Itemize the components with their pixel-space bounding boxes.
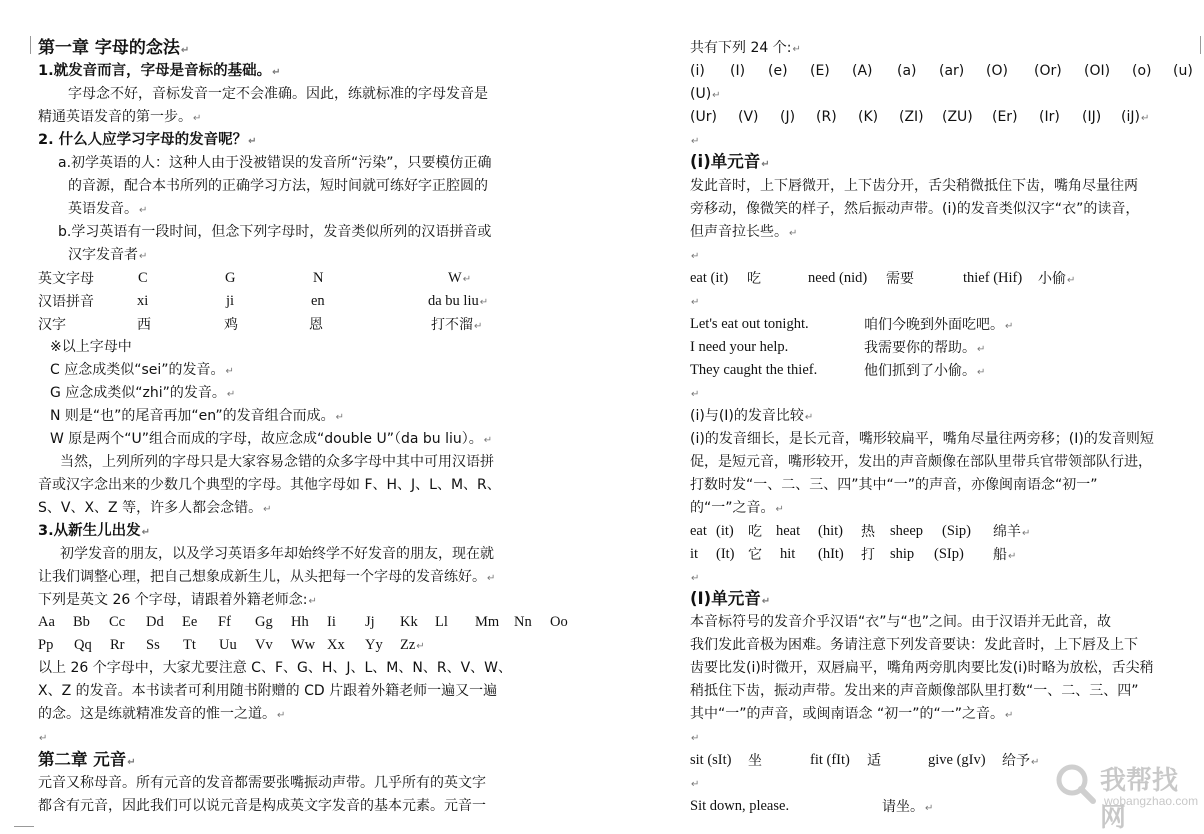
row-item: Ll [435,613,448,630]
row-item: (I) [730,63,746,79]
document-page-right: 共有下列 24 个:↵ (i) (I) (e) (E) (A) (a) (ar) (O) (Or) (OI) (o) (u) (U)↵ (Ur) (V) (J) (R) (K) (ZI) (ZU) (Er) (Ir) (IJ) (iJ)↵ ↵ (i)单元音↵ 发此音时，上下唇微开，上下齿分开，舌尖稍微抵住下齿，嘴角尽量往两 旁移动，像微笑的样子，然后振动声带。(i)的发音类似汉字“衣”的读音， 但声音拉长些。↵ ↵ eat (it) 吃 need (nid) 需要 thief (Hif) 小偷↵ ↵ Let's eat out tonight. 咱们今晚到外面吃吧。↵ I need your help. 我需要你的帮助。↵ They caught the thief. 他们抓到了小偷。↵ ↵ (i)与(I)的发音比较↵ (i)的发音细长，是长元音，嘴形较扁平，嘴角尽量往两旁移；(I)的发音则短 促，是短元音，嘴形较开，发出的声音颇像在部队里带兵官带领部队行进， 打数时发“一、二、三、四”其中“一”的声音，亦像闽南语念“初一” 的“一”之音。↵ eat (it) 吃 heat (hit) 热 sheep (Sip) 绵羊↵ it (It) 它 hit (hIt) 打 ship (SIp) 船↵ ↵ (I)单元音↵ 本音标符号的发音介乎汉语“衣”与“也”之间。由于汉语并无此音，故 我们发此音极为困难。务请注意下列发音要诀：发此音时，上下唇及上下 齿要比发(i)时微开，双唇扁平，嘴角两旁肌肉要比发(i)时略为放松，舌尖稍 稍抵住下齿，振动声带。发出来的声音颇像部队里打数“一、二、三、四” 其中“一”的声音，或闽南语念 “初一”的“一”之音。↵ ↵ sit (sIt) 坐 fit (fIt) 适 give (gIv) 给予↵ ↵ Sit down, please. 请坐。↵ [660,0,1204,829]
row-item: Pp [38,636,54,653]
note-line: N 则是“也”的尾音再加“en”的发音组合而成。↵ [50,408,345,424]
paragraph-line: 的“一”之音。↵ [690,500,784,516]
row-item: Jj [365,613,375,630]
paragraph-line: 让我们调整心理，把自己想象成新生儿，从头把每一个字母的发音练好。↵ [38,569,496,585]
paragraph-line: 汉字发音者↵ [68,247,148,263]
watermark-url: wobangzhao.com [1104,794,1199,808]
empty-paragraph: ↵ [691,779,700,790]
row-item: (R) [816,109,837,125]
row-item: Ee [182,613,198,630]
note-line: G 应念成类似“zhi”的发音。↵ [50,385,236,401]
row-item: Vv [255,636,273,653]
paragraph-line: 但声音拉长些。↵ [690,224,798,240]
row-item: (Er) [992,109,1018,125]
paragraph-line: 齿要比发(i)时微开，双唇扁平，嘴角两旁肌肉要比发(i)时略为放松，舌尖稍 [690,660,1154,676]
empty-paragraph: ↵ [691,389,700,400]
paragraph-line: 的念。这是练就精准发音的惟一之道。↵ [38,706,286,722]
row-item: (ZU) [942,109,973,125]
empty-paragraph: ↵ [691,251,700,262]
crop-mark [30,36,31,54]
row-item: Ss [146,636,160,653]
row-item: (V) [738,109,759,125]
row-item: (A) [852,63,873,79]
paragraph-line: 下列是英文 26 个字母，请跟着外籍老师念:↵ [38,592,317,608]
crop-mark [14,826,34,827]
document-page-left: 第一章 字母的念法↵ 1.就发音而言，字母是音标的基础。↵ 字母念不好，音标发音一定不会准确。因此，练就标准的字母发音是 精通英语发音的第一步。↵ 2. 什么人应学习字母的发音呢？↵ a.初学英语的人：这种人由于没被错误的发音所“污染”，只要模仿正确 的音源，配合本书所列的正确学习方法，短时间就可练好字正腔圆的 英语发音。↵ b.学习英语有一段时间，但念下列字母时，发音类似所列的汉语拼音或 汉字发音者↵ 英文字母 C G N W↵ 汉语拼音 xi ji en da bu liu↵ 汉字 西 鸡 恩 打不溜↵ ※以上字母中 C 应念成类似“sei”的发音。↵ G 应念成类似“zhi”的发音。↵ N 则是“也”的尾音再加“en”的发音组合而成。↵ W 原是两个“U”组合而成的字母，故应念成“double U”（da bu liu）。↵ 当然，上列所列的字母只是大家容易念错的众多字母中其中可用汉语拼 音或汉字念出来的少数几个典型的字母。其他字母如 F、H、J、L、M、R、 S、V、X、Z 等，许多人都会念错。↵ 3.从新生儿出发↵ 初学发音的朋友，以及学习英语多年却始终学不好发音的朋友，现在就 让我们调整心理，把自己想象成新生儿，从头把每一个字母的发音练好。↵ 下列是英文 26 个字母，请跟着外籍老师念:↵ Aa Bb Cc Dd Ee Ff Gg Hh Ii Jj Kk Ll Mm Nn Oo Pp Qq Rr Ss Tt Uu Vv Ww Xx Yy Zz↵ 以上 26 个字母中，大家尤要注意 C、F、G、H、J、L、M、N、R、V、W、 X、Z 的发音。本书读者可利用随书附赠的 CD 片跟着外籍老师一遍又一遍 的念。这是练就精准发音的惟一之道。↵ ↵ 第二章 元音↵ 元音又称母音。所有元音的发音都需要张嘴振动声带。几乎所有的英文字 都含有元音，因此我们可以说元音是构成英文字发音的基本元素。元音一 [0,0,560,829]
empty-paragraph: ↵ [691,136,700,147]
paragraph-line: 稍抵住下齿，振动声带。发出来的声音颇像部队里打数“一、二、三、四” [690,683,1139,699]
row-item: Ff [218,613,231,630]
row-item: Oo [550,613,568,630]
row-item: (u) [1173,63,1193,79]
row-item: Ww [291,636,316,653]
row-item: Rr [110,636,125,653]
row-item: (O) [986,63,1008,79]
row-item: Xx [327,636,345,653]
row-item: (iJ)↵ [1121,109,1150,125]
row-item: Dd [146,613,164,630]
watermark-title: 我帮找网 [1100,766,1179,833]
empty-paragraph: ↵ [691,573,700,584]
row-item: Aa [38,613,55,630]
crop-mark [1200,36,1201,54]
paragraph-line: 都含有元音，因此我们可以说元音是构成英文字发音的基本元素。元音一 [38,798,486,814]
heading-i-vowel: (i)单元音↵ [690,152,770,171]
paragraph-line: 字母念不好，音标发音一定不会准确。因此，练就标准的字母发音是 [68,86,488,102]
row-item: (o) [1132,63,1152,79]
row-item: (E) [810,63,830,79]
heading-I-vowel: (I)单元音↵ [690,589,771,608]
row-item: Bb [73,613,90,630]
row-item: Nn [514,613,532,630]
paragraph-line: 其中“一”的声音，或闽南语念 “初一”的“一”之音。↵ [690,706,1014,722]
row-item: (i) [690,63,705,79]
paragraph-line: 英语发音。↵ [68,201,148,217]
paragraph-line: 的音源，配合本书所列的正确学习方法，短时间就可练好字正腔圆的 [68,178,488,194]
paragraph-line: 打数时发“一、二、三、四”其中“一”的声音，亦像闽南语念“初一” [690,477,1098,493]
note-line: W 原是两个“U”组合而成的字母，故应念成“double U”（da bu liu）。↵ [50,431,493,447]
comparison-heading: (i)与(I)的发音比较↵ [690,408,814,424]
row-item: (IJ) [1082,109,1102,125]
row-item: (OI) [1084,63,1111,79]
row-item: (Ir) [1039,109,1060,125]
paragraph-line: 旁移动，像微笑的样子，然后振动声带。(i)的发音类似汉字“衣”的读音， [690,201,1140,217]
row-item: (K) [858,109,879,125]
paragraph-line: b.学习英语有一段时间，但念下列字母时，发音类似所列的汉语拼音或 [58,224,492,240]
paragraph-line: 音或汉字念出来的少数几个典型的字母。其他字母如 F、H、J、L、M、R、 [38,477,501,493]
section-1-heading: 1.就发音而言，字母是音标的基础。↵ [38,63,281,79]
row-item: Qq [74,636,92,653]
row-item: (Ur) [690,109,717,125]
paragraph-line: 促，是短元音，嘴形较开，发出的声音颇像在部队里带兵官带领部队行进， [690,454,1152,470]
row-item: Ii [327,613,336,630]
paragraph-line: 当然，上列所列的字母只是大家容易念错的众多字母中其中可用汉语拼 [60,454,494,470]
chapter-1-title: 第一章 字母的念法↵ [38,38,190,58]
row-item: Cc [109,613,126,630]
section-3-heading: 3.从新生儿出发↵ [38,523,150,539]
empty-paragraph: ↵ [691,297,700,308]
row-item: (ar) [939,63,965,79]
paragraph-line: 初学发音的朋友，以及学习英语多年却始终学不好发音的朋友，现在就 [60,546,494,562]
magnifier-logo-icon [1052,760,1098,806]
paragraph-line: (i)的发音细长，是长元音，嘴形较扁平，嘴角尽量往两旁移；(I)的发音则短 [690,431,1154,447]
paragraph-line: 我们发此音极为困难。务请注意下列发音要诀：发此音时，上下唇及上下 [690,637,1138,653]
row-item: (e) [768,63,788,79]
section-2-heading: 2. 什么人应学习字母的发音呢？↵ [38,132,257,148]
paragraph-line: 本音标符号的发音介乎汉语“衣”与“也”之间。由于汉语并无此音，故 [690,614,1112,630]
row-item: Gg [255,613,273,630]
row-item: Kk [400,613,418,630]
row-item: Mm [475,613,500,630]
phonetic-symbol-wrap: (U)↵ [690,86,721,102]
paragraph-line: 精通英语发音的第一步。↵ [38,109,202,125]
row-item: Zz↵ [400,636,425,653]
watermark [1052,758,1202,833]
row-item: Tt [183,636,196,653]
row-item: (a) [897,63,917,79]
paragraph-line: S、V、X、Z 等，许多人都会念错。↵ [38,500,272,516]
paragraph-line: X、Z 的发音。本书读者可利用随书附赠的 CD 片跟着外籍老师一遍又一遍 [38,683,498,699]
row-item: (Or) [1034,63,1062,79]
row-item: (ZI) [899,109,924,125]
note-line: ※以上字母中 [50,339,132,355]
paragraph-line: 以上 26 个字母中，大家尤要注意 C、F、G、H、J、L、M、N、R、V、W、 [38,660,512,676]
paragraph-line: 共有下列 24 个:↵ [690,40,801,56]
empty-paragraph: ↵ [39,733,48,744]
empty-paragraph: ↵ [691,733,700,744]
row-item: Yy [365,636,383,653]
chapter-2-title: 第二章 元音↵ [38,750,136,769]
row-item: Uu [219,636,237,653]
paragraph-line: a.初学英语的人：这种人由于没被错误的发音所“污染”，只要模仿正确 [58,155,492,171]
paragraph-line: 发此音时，上下唇微开，上下齿分开，舌尖稍微抵住下齿，嘴角尽量往两 [690,178,1138,194]
note-line: C 应念成类似“sei”的发音。↵ [50,362,234,378]
row-item: Hh [291,613,309,630]
paragraph-line: 元音又称母音。所有元音的发音都需要张嘴振动声带。几乎所有的英文字 [38,775,486,791]
row-item: (J) [780,109,796,125]
